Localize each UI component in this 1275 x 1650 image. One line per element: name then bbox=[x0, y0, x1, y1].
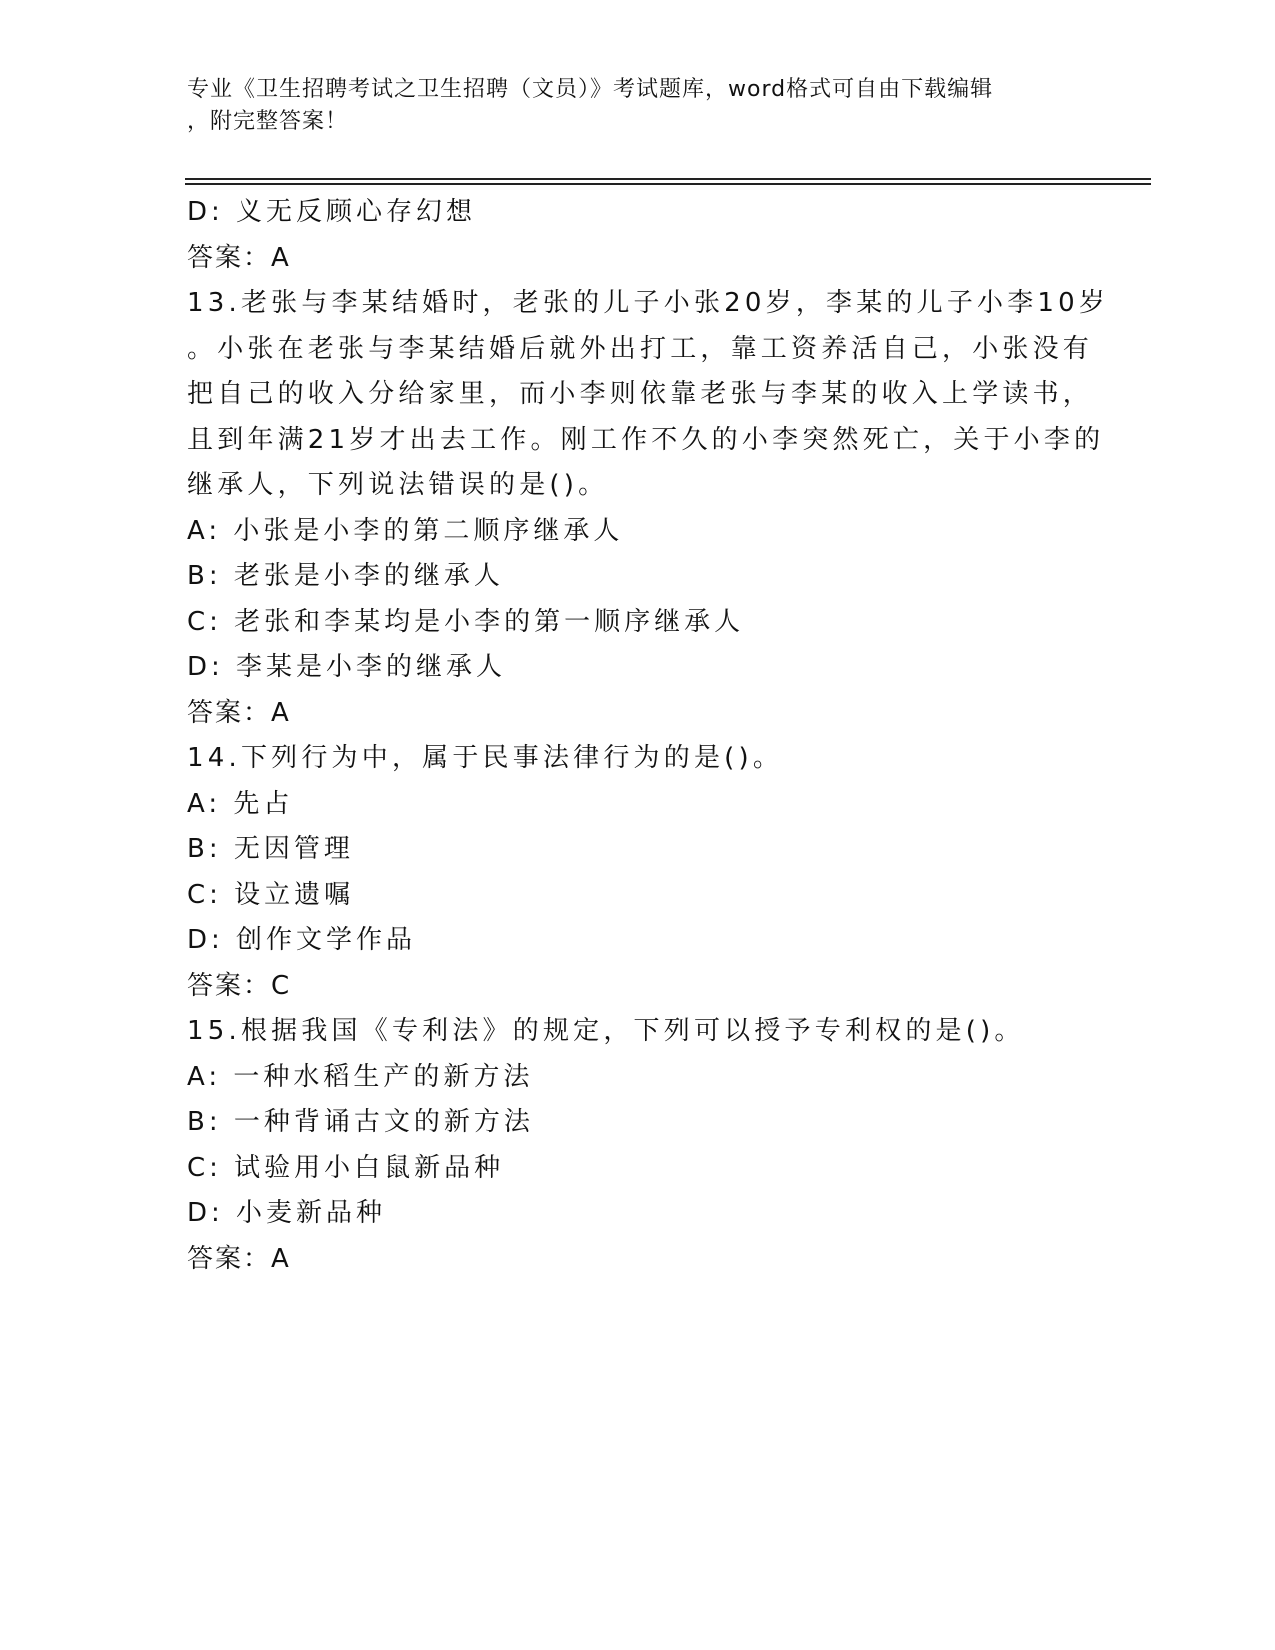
option-d: D: 创作文学作品 bbox=[187, 925, 417, 955]
question-text bbox=[187, 281, 1110, 509]
question-line: 14.下列行为中，属于民事法律行为的是()。 bbox=[187, 743, 784, 773]
answer-line: 答案：A bbox=[187, 697, 291, 728]
option-c: C: 老张和李某均是小李的第一顺序继承人 bbox=[187, 606, 745, 637]
answer-line: 答案：A bbox=[187, 242, 291, 273]
option-d: D: 李某是小李的继承人 bbox=[187, 652, 507, 682]
option-d: D: 小麦新品种 bbox=[187, 1198, 387, 1228]
question-line: 。小张在老张与李某结婚后就外出打工，靠工资养活自己，小张没有 bbox=[187, 333, 1094, 364]
option-a: A: 小张是小李的第二顺序继承人 bbox=[187, 515, 624, 546]
header-title-line-1: 专业《卫生招聘考试之卫生招聘（文员）》考试题库，word格式可自由下载编辑 bbox=[187, 77, 994, 102]
option-a: A: 先占 bbox=[187, 788, 294, 819]
question-text bbox=[187, 736, 1087, 782]
option-b: B: 无因管理 bbox=[187, 834, 354, 864]
question-line: 且到年满21岁才出去工作。刚工作不久的小李突然死亡，关于小李的 bbox=[187, 424, 1105, 455]
question-14 bbox=[187, 736, 1087, 1009]
question-13 bbox=[187, 281, 1110, 736]
carryover-question bbox=[187, 190, 1087, 281]
option-c: C: 设立遗嘱 bbox=[187, 879, 355, 910]
option-b: B: 老张是小李的继承人 bbox=[187, 561, 504, 591]
question-15 bbox=[187, 1009, 1087, 1282]
question-line: 把自己的收入分给家里，而小李则依靠老张与李某的收入上学读书， bbox=[187, 379, 1094, 409]
question-line: 15.根据我国《专利法》的规定，下列可以授予专利权的是()。 bbox=[187, 1016, 1025, 1046]
question-text bbox=[187, 1009, 1087, 1055]
question-line: 13.老张与李某结婚时，老张的儿子小张20岁，李某的儿子小李10岁 bbox=[187, 288, 1110, 318]
answer-line: 答案：C bbox=[187, 970, 292, 1001]
option-d: D: 义无反顾心存幻想 bbox=[187, 197, 477, 227]
question-line: 继承人，下列说法错误的是()。 bbox=[187, 470, 609, 500]
header-divider-bottom bbox=[185, 183, 1151, 185]
page-header bbox=[187, 74, 1087, 138]
option-c: C: 试验用小白鼠新品种 bbox=[187, 1152, 505, 1183]
option-a: A: 一种水稻生产的新方法 bbox=[187, 1061, 534, 1092]
header-title-line-2: ，附完整答案！ bbox=[187, 109, 349, 134]
option-b: B: 一种背诵古文的新方法 bbox=[187, 1107, 534, 1137]
header-divider-top bbox=[185, 178, 1151, 180]
question-content bbox=[187, 190, 1110, 1282]
answer-line: 答案：A bbox=[187, 1243, 291, 1274]
